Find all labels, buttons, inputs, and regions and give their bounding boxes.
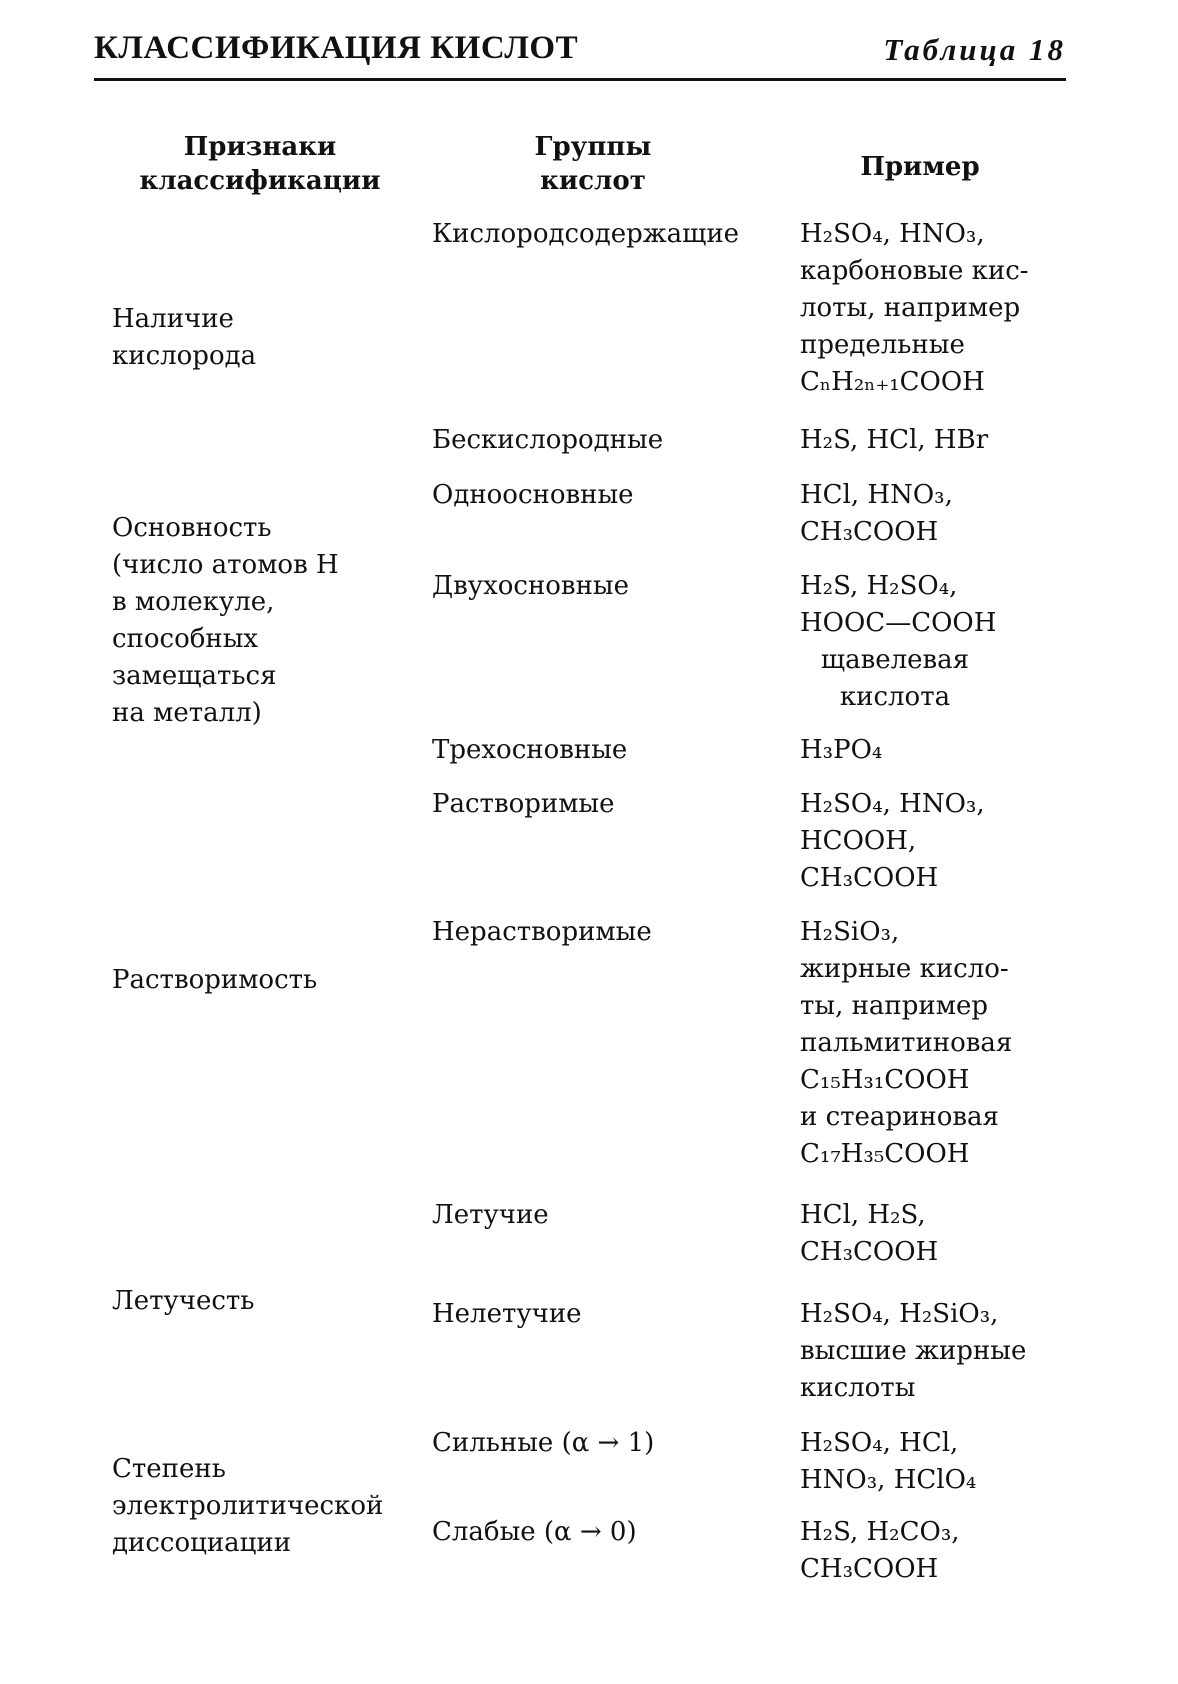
- example-line: CH₃COOH: [800, 1237, 939, 1267]
- criterion-line: диссоциации: [112, 1528, 292, 1558]
- header-rule: [94, 78, 1066, 81]
- example-line: CH₃COOH: [800, 863, 939, 893]
- example-line: предельные: [800, 330, 965, 360]
- table-number-label: Таблица 18: [883, 32, 1066, 67]
- group-dibasic: Двухосновные: [432, 571, 629, 601]
- example-line: пальмитиновая: [800, 1028, 1013, 1058]
- example-line: C₁₇H₃₅COOH: [800, 1139, 970, 1169]
- criterion-oxygen: [112, 301, 412, 375]
- example-line: жирные кисло-: [800, 954, 1009, 984]
- column-header-line: классификации: [139, 166, 381, 196]
- example-line: высшие жирные: [800, 1336, 1027, 1366]
- criterion-line: Наличие: [112, 304, 234, 334]
- example-line: ты, например: [800, 991, 988, 1021]
- column-header-line: Признаки: [183, 132, 337, 162]
- example-line: CH₃COOH: [800, 1554, 939, 1584]
- example-line: H₃PO₄: [800, 735, 883, 765]
- criterion-dissociation: [112, 1451, 412, 1562]
- example-line: CH₃COOH: [800, 517, 939, 547]
- group-volatile: Летучие: [432, 1200, 549, 1230]
- group-nonvolatile: Нелетучие: [432, 1299, 582, 1329]
- group-strong: Сильные (α → 1): [432, 1428, 655, 1458]
- criterion-line: замещаться: [112, 661, 277, 691]
- criterion-volatility: [112, 1283, 412, 1320]
- column-header-criteria: [100, 130, 420, 198]
- page-title: КЛАССИФИКАЦИЯ КИСЛОТ: [94, 30, 579, 66]
- criterion-line: электролитической: [112, 1491, 384, 1521]
- column-header-line: Пример: [860, 152, 980, 182]
- example-line: H₂SO₄, HNO₃,: [800, 789, 985, 819]
- group-tribasic: Трехосновные: [432, 735, 628, 765]
- example-line: HOOC—COOH: [800, 608, 997, 638]
- example-volatile: [800, 1197, 1100, 1271]
- criterion-line: Растворимость: [112, 965, 318, 995]
- group-weak: Слабые (α → 0): [432, 1517, 637, 1547]
- group-insoluble: Нерастворимые: [432, 917, 652, 947]
- example-line: CₙH₂ₙ₊₁COOH: [800, 367, 985, 397]
- example-line: HCl, H₂S,: [800, 1200, 926, 1230]
- example-line: кислота: [839, 682, 951, 712]
- criterion-line: способных: [112, 624, 259, 654]
- example-line: H₂SO₄, HNO₃,: [800, 219, 985, 249]
- example-line: H₂SO₄, H₂SiO₃,: [800, 1299, 999, 1329]
- example-line: кислоты: [800, 1373, 916, 1403]
- example-soluble: [800, 786, 1100, 897]
- example-line: H₂S, H₂SO₄,: [800, 571, 958, 601]
- group-monobasic: Одноосновные: [432, 480, 634, 510]
- example-line: щавелевая: [820, 645, 970, 675]
- example-line: HNO₃, HClO₄: [800, 1465, 977, 1495]
- column-header-line: Группы: [534, 132, 652, 162]
- criterion-line: Летучесть: [112, 1286, 255, 1316]
- criterion-basicity: [112, 510, 412, 732]
- example-line: H₂SO₄, HCl,: [800, 1428, 959, 1458]
- criterion-solubility: [112, 962, 412, 999]
- example-monobasic: [800, 477, 1100, 551]
- example-oxygen-containing: [800, 216, 1100, 401]
- criterion-line: Основность: [112, 513, 272, 543]
- column-header-example: [780, 150, 1060, 184]
- criterion-line: в молекуле,: [112, 587, 275, 617]
- group-oxygen-containing: Кислородсодержащие: [432, 219, 740, 249]
- example-dibasic: [800, 568, 1100, 716]
- group-oxygen-free: Бескислородные: [432, 425, 664, 455]
- group-soluble: Растворимые: [432, 789, 615, 819]
- example-strong: [800, 1425, 1100, 1499]
- example-tribasic: [800, 732, 1100, 769]
- example-weak: [800, 1514, 1100, 1588]
- example-line: HCl, HNO₃,: [800, 480, 953, 510]
- example-line: H₂SiO₃,: [800, 917, 900, 947]
- criterion-line: Степень: [112, 1454, 226, 1484]
- example-oxygen-free: [800, 422, 1100, 459]
- criterion-line: кислорода: [112, 341, 257, 371]
- column-header-line: кислот: [540, 166, 646, 196]
- example-line: H₂S, HCl, HBr: [800, 425, 989, 455]
- criterion-line: (число атомов H: [112, 550, 339, 580]
- example-line: лоты, например: [800, 293, 1021, 323]
- example-line: H₂S, H₂CO₃,: [800, 1517, 960, 1547]
- example-line: HCOOH,: [800, 826, 917, 856]
- example-line: карбоновые кис-: [800, 256, 1029, 286]
- criterion-line: на металл): [112, 698, 262, 728]
- example-line: и стеариновая: [800, 1102, 999, 1132]
- example-insoluble: [800, 914, 1100, 1173]
- example-line: C₁₅H₃₁COOH: [800, 1065, 970, 1095]
- column-header-groups: [428, 130, 758, 198]
- example-nonvolatile: [800, 1296, 1100, 1407]
